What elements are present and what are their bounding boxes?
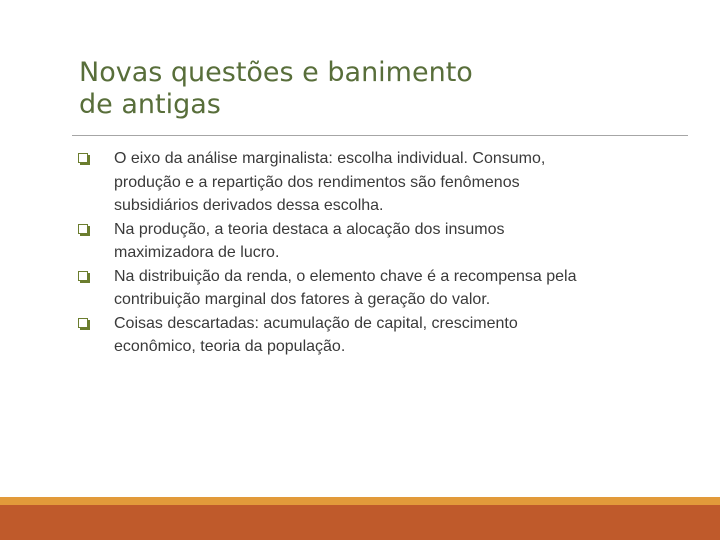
bullet-1-line-2: produção e a repartição dos rendimentos são fenômenos xyxy=(114,173,520,191)
bullet-item-3 xyxy=(78,265,638,312)
bullet-1-line-1: O eixo da análise marginalista: escolha individual. Consumo, xyxy=(114,150,546,167)
slide-title xyxy=(79,57,679,121)
checkbox-square-icon xyxy=(78,318,88,328)
bullet-4-line-1: Coisas descartadas: acumulação de capital, crescimento xyxy=(114,314,518,332)
bullet-2-line-2: maximizadora de lucro. xyxy=(114,244,280,261)
bullet-item-2 xyxy=(78,218,638,265)
bullet-2-line-1: Na produção, a teoria destaca a alocação dos insumos xyxy=(114,220,505,238)
title-line-1: Novas questões e banimento xyxy=(79,57,473,88)
bullet-item-4 xyxy=(78,312,638,359)
bullet-4-line-2: econômico, teoria da população. xyxy=(114,338,346,355)
bullet-3-line-1: Na distribuição da renda, o elemento chave é a recompensa pela xyxy=(114,267,577,285)
footer-accent-stripe xyxy=(0,497,720,505)
checkbox-square-icon xyxy=(78,271,88,281)
title-divider xyxy=(72,135,688,136)
checkbox-square-icon xyxy=(78,153,88,163)
bullet-1-line-3: subsidiários derivados dessa escolha. xyxy=(114,197,384,214)
checkbox-square-icon xyxy=(78,224,88,234)
bullet-item-1 xyxy=(78,147,638,218)
bullet-3-line-2: contribuição marginal dos fatores à geração do valor. xyxy=(114,291,491,308)
title-line-2: de antigas xyxy=(79,89,221,120)
bullet-list xyxy=(78,147,638,359)
